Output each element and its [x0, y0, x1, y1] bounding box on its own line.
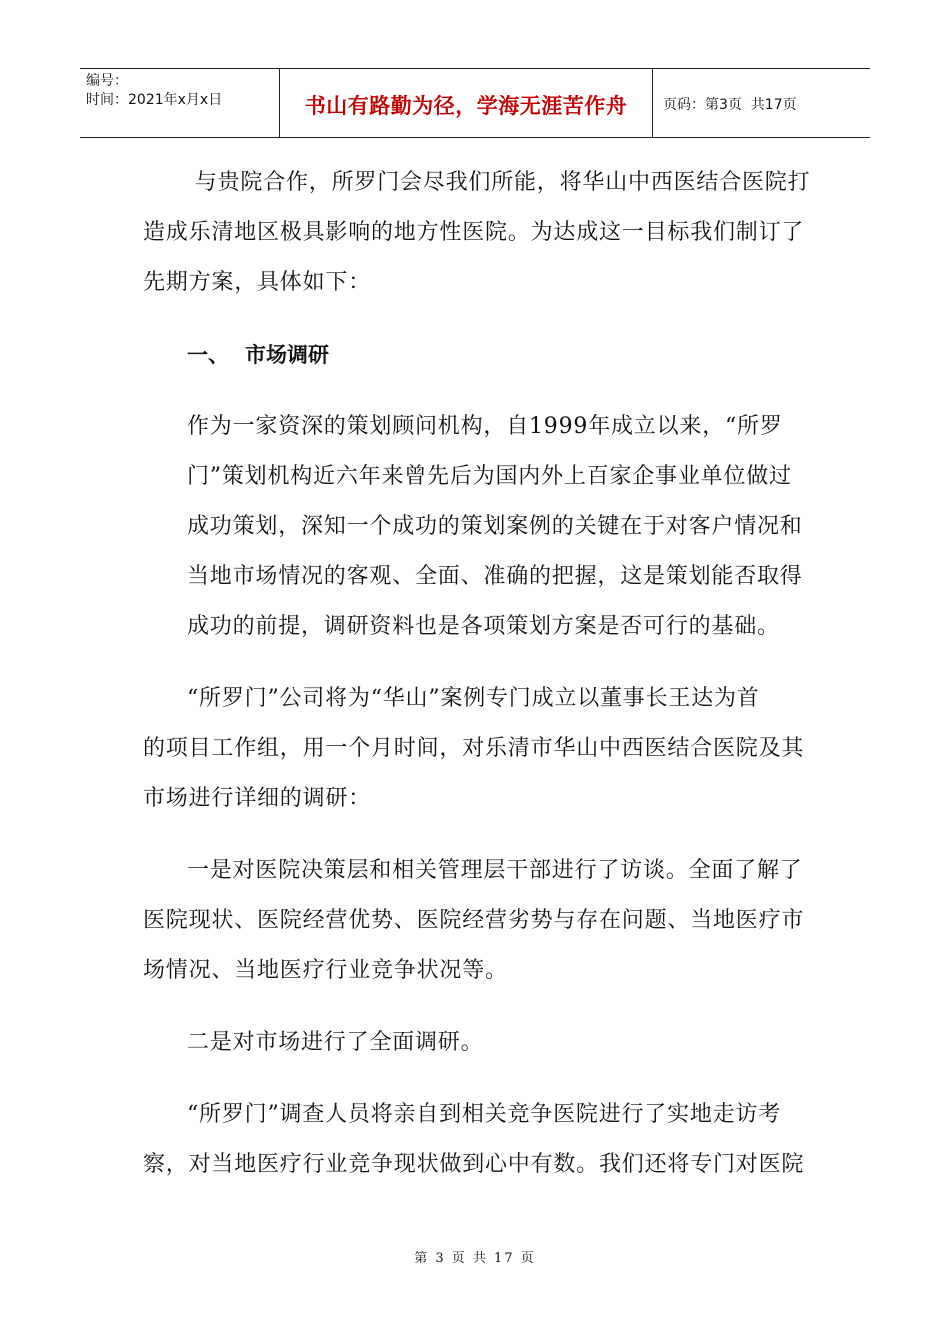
- text-line: 的项目工作组，用一个月时间，对乐清市华山中西医结合医院及其: [143, 736, 805, 761]
- paragraph-market-research: 二是对市场进行了全面调研。: [187, 1030, 484, 1055]
- header-meta-cell: [80, 69, 280, 137]
- paragraph-field-visit: [143, 1090, 813, 1190]
- text-line: 医院现状、医院经营优势、医院经营劣势与存在问题、当地医疗市: [143, 908, 805, 933]
- number-label: 编号：: [86, 73, 128, 89]
- section-heading: [143, 330, 813, 380]
- text-line: “所罗门”公司将为“华山”案例专门成立以董事长王达为首: [187, 686, 760, 711]
- text-line: 一是对医院决策层和相关管理层干部进行了访谈。全面了解了: [187, 858, 803, 883]
- paragraph-interviews: [143, 846, 813, 996]
- text-line: 作为一家资深的策划顾问机构，自1999年成立以来，“所罗: [187, 414, 783, 439]
- intro-line: 与贵院合作，所罗门会尽我们所能，将华山中西医结合医院打: [187, 170, 811, 195]
- text-line: 当地市场情况的客观、全面、准确的把握，这是策划能否取得: [187, 564, 803, 589]
- text-line: 市场进行详细的调研：: [143, 786, 372, 811]
- page-info: 页码：第3页 共17页: [663, 97, 797, 113]
- intro-line: 造成乐清地区极具影响的地方性医院。为达成这一目标我们制订了: [143, 220, 805, 245]
- motto: 书山有路勤为径，学海无涯苦作舟: [304, 94, 628, 118]
- paragraph-history: [143, 402, 813, 652]
- page-footer: 第 3 页 共 17 页: [414, 1251, 536, 1266]
- text-line: 成功策划，深知一个成功的策划案例的关键在于对客户情况和: [187, 514, 803, 539]
- section-number: 一、: [187, 343, 229, 367]
- document-body: [143, 158, 813, 1190]
- text-line: 场情况、当地医疗行业竞争状况等。: [143, 958, 508, 983]
- text-line: 察，对当地医疗行业竞争现状做到心中有数。我们还将专门对医院: [143, 1152, 805, 1177]
- header-page-cell: [653, 71, 870, 137]
- text-line: 成功的前提，调研资料也是各项策划方案是否可行的基础。: [187, 614, 780, 639]
- text-line: “所罗门”调查人员将亲自到相关竞争医院进行了实地走访考: [187, 1102, 782, 1127]
- intro-line: 先期方案，具体如下：: [143, 270, 372, 295]
- intro-paragraph: [143, 158, 813, 308]
- page-header: [80, 68, 870, 138]
- text-line: 门”策划机构近六年来曾先后为国内外上百家企事业单位做过: [187, 464, 792, 489]
- time-label: 时间：2021年x月x日: [86, 92, 223, 108]
- header-motto-cell: [280, 69, 653, 137]
- section-title: 市场调研: [245, 343, 329, 367]
- paragraph-team: [143, 674, 813, 824]
